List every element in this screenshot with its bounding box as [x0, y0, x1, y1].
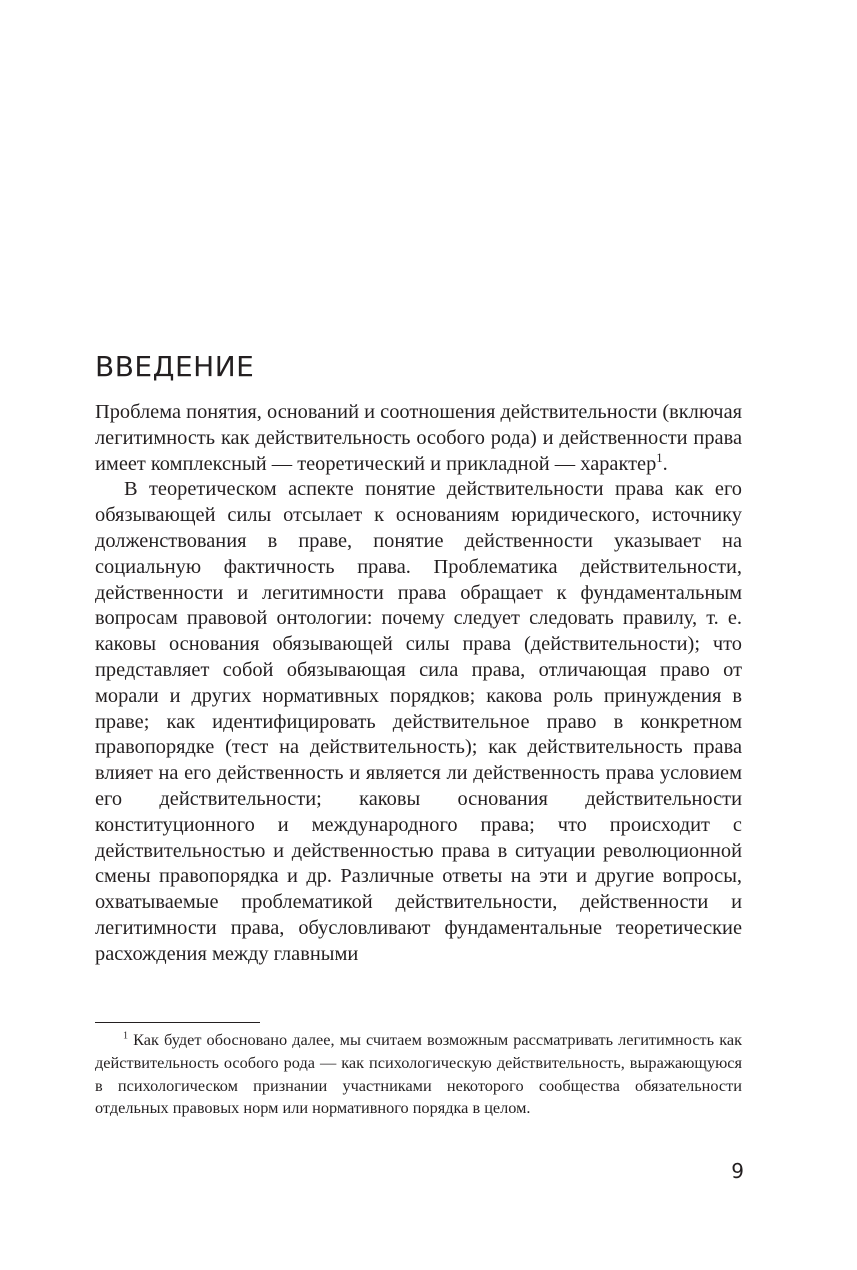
footnote-text: [95, 1029, 742, 1120]
footnote: [95, 1029, 742, 1120]
footnote-number: 1: [123, 1030, 129, 1042]
main-text: [95, 400, 742, 968]
page-number: 9: [731, 1159, 744, 1183]
intro-paragraph: [95, 400, 742, 477]
footnote-divider: [95, 1022, 260, 1023]
footnote-reference[interactable]: 1: [656, 450, 663, 465]
intro-paragraph-tail: .: [662, 452, 668, 475]
footnote-body: Как будет обосновано далее, мы считаем возможным рассматривать легитимность как действительность особого рода — как психологическую действительность, выражающуюся в психологическом признании участниками некоторого сообщества обязательности отдельных правовых норм или нормативного порядка в целом.: [95, 1030, 742, 1118]
intro-paragraph-text: Проблема понятия, оснований и соотношения действительности (включая легитимность как действительность особого рода) и действенности права имеет комплексный — теоретический и прикладной — характер: [95, 401, 742, 475]
chapter-heading: ВВЕДЕНИЕ: [95, 350, 255, 383]
theoretical-aspect-paragraph: В теоретическом аспекте понятие действительности права как его обязывающей силы отсылает к основаниям юридического, источнику долженствования в праве, понятие действенности указывает на социальную фактичность права. Проблематика действительности, действенности и легитимности права обращает к фундаментальным вопросам правовой онтологии: почему следует следовать правилу, т. е. каковы основания обязывающей силы права (действительности); что представляет собой обязывающая сила права, отличающая право от морали и других нормативных порядков; какова роль принуждения в праве; как идентифицировать действительное право в конкретном правопорядке (тест на действительность); как действительность права влияет на его действенность и является ли действенность права условием его действительности; каковы основания действительности конституционного и международного права; что происходит с действительностью и действенностью права в ситуации революционной смены правопорядка и др. Различные ответы на эти и другие вопросы, охватываемые проблематикой действительности, действенности и легитимности права, обусловливают фундаментальные теоретические расхождения между главными: [95, 478, 742, 965]
